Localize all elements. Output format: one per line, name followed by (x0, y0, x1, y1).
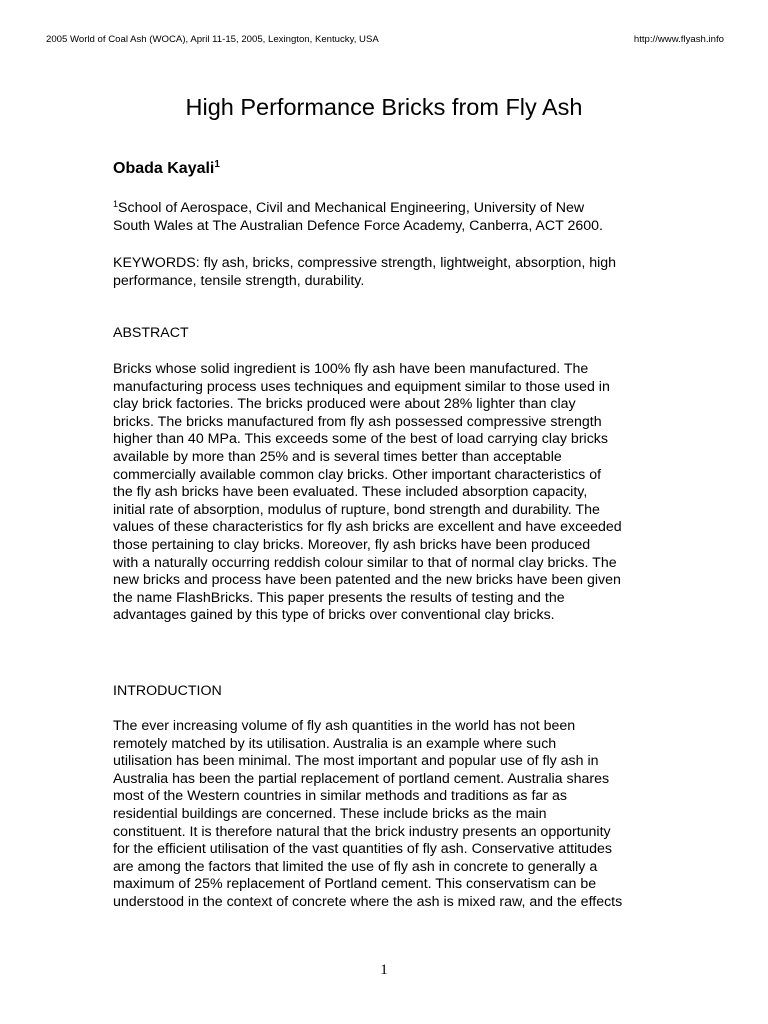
website-url[interactable]: http://www.flyash.info (633, 34, 724, 45)
abstract-line: new bricks and process have been patented and the new bricks have been given (113, 572, 621, 589)
introduction-line: for the efficient utilisation of the vast quantities of fly ash. Conservative attitudes (113, 841, 612, 858)
abstract-line: those pertaining to clay bricks. Moreover, fly ash bricks have been produced (113, 536, 591, 553)
abstract-line: the name FlashBricks. This paper presents the results of testing and the (113, 589, 565, 606)
affiliation-line: South Wales at The Australian Defence Force Academy, Canberra, ACT 2600. (113, 217, 603, 234)
affiliation-marker: 1 (113, 199, 119, 209)
abstract-line: manufacturing process uses techniques and equipment similar to those used in (113, 378, 610, 395)
abstract-line: advantages gained by this type of bricks over conventional clay bricks. (113, 607, 555, 624)
introduction-line: utilisation has been minimal. The most important and popular use of fly ash in (113, 753, 599, 770)
abstract-line: available by more than 25% and is several times better than acceptable (113, 448, 562, 465)
keywords-line: KEYWORDS: fly ash, bricks, compressive strength, lightweight, absorption, high (113, 255, 617, 271)
abstract-line: clay brick factories. The bricks produced were about 28% lighter than clay (113, 396, 576, 413)
introduction-line: Australia has been the partial replacement of portland cement. Australia shares (113, 770, 610, 787)
affiliation-line (113, 200, 673, 218)
abstract-heading: ABSTRACT (113, 325, 189, 341)
abstract-line: values of these characteristics for fly ash bricks are excellent and have exceeded (113, 519, 622, 536)
paper-title: High Performance Bricks from Fly Ash (185, 94, 583, 120)
abstract-body (113, 361, 673, 625)
introduction-heading: INTRODUCTION (113, 683, 222, 699)
conference-header: 2005 World of Coal Ash (WOCA), April 11-15, 2005, Lexington, Kentucky, USA (46, 34, 379, 45)
author-affiliation-marker: 1 (214, 159, 220, 170)
keywords (113, 255, 673, 290)
author-name: Obada Kayali (113, 160, 215, 177)
affiliation-text: School of Aerospace, Civil and Mechanical Engineering, University of New (118, 200, 585, 216)
introduction-body (113, 718, 673, 912)
introduction-line: The ever increasing volume of fly ash quantities in the world has not been (113, 718, 576, 734)
abstract-line: Bricks whose solid ingredient is 100% fly ash have been manufactured. The (113, 361, 589, 377)
introduction-line: residential buildings are concerned. These include bricks as the main (113, 805, 547, 822)
affiliation (113, 200, 673, 235)
abstract-line: commercially available common clay bricks. Other important characteristics of (113, 466, 602, 483)
introduction-line: maximum of 25% replacement of Portland cement. This conservatism can be (113, 876, 597, 893)
introduction-line: understood in the context of concrete where the ash is mixed raw, and the effects (113, 893, 623, 910)
abstract-line: higher than 40 MPa. This exceeds some of the best of load carrying clay bricks (113, 431, 608, 448)
abstract-line: bricks. The bricks manufactured from fly ash possessed compressive strength (113, 413, 602, 430)
introduction-line: are among the factors that limited the use of fly ash in concrete to generally a (113, 858, 598, 875)
keywords-line: performance, tensile strength, durability. (113, 272, 365, 289)
introduction-line: remotely matched by its utilisation. Australia is an example where such (113, 735, 557, 752)
abstract-line: the fly ash bricks have been evaluated. These included absorption capacity, (113, 484, 588, 501)
introduction-line: most of the Western countries in similar methods and traditions as far as (113, 788, 567, 805)
abstract-line: with a naturally occurring reddish colour similar to that of normal clay bricks. The (113, 554, 617, 571)
abstract-line: initial rate of absorption, modulus of rupture, bond strength and durability. The (113, 501, 600, 518)
page-number: 1 (380, 962, 388, 978)
introduction-line: constituent. It is therefore natural that the brick industry presents an opportunity (113, 823, 611, 840)
author-line (113, 158, 220, 180)
